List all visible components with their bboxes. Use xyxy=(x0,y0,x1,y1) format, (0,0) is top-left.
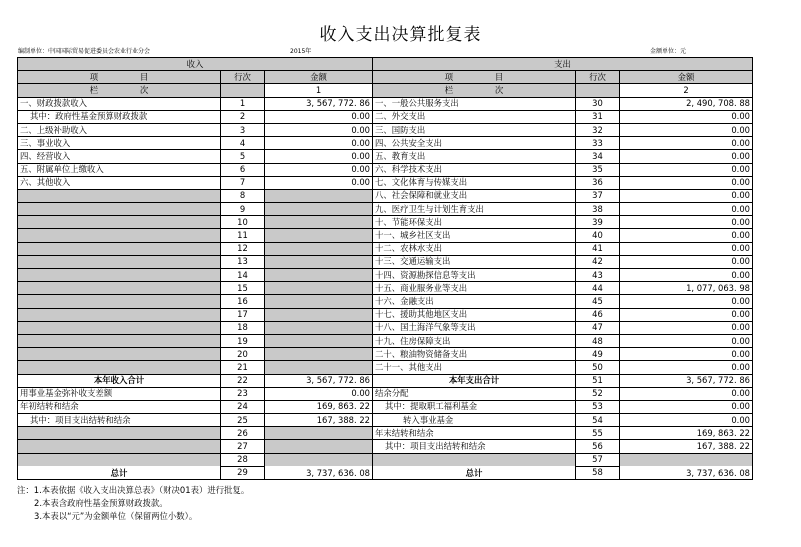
income-rowno-cell: 4 xyxy=(221,137,265,150)
expense-item-cell: 十四、资源勘探信息等支出 xyxy=(373,269,576,282)
income-rowno-cell: 29 xyxy=(221,466,265,479)
income-rowno-cell: 15 xyxy=(221,282,265,295)
expense-item-cell: 本年支出合计 xyxy=(373,374,576,387)
expense-rowno-cell: 58 xyxy=(576,466,620,479)
income-item-cell xyxy=(18,282,221,295)
expense-rowno-cell: 54 xyxy=(576,414,620,427)
income-rowno-cell: 20 xyxy=(221,348,265,361)
table-row xyxy=(18,176,753,189)
income-amount-cell: 0.00 xyxy=(265,387,373,400)
income-amount-cell: 169, 863. 22 xyxy=(265,400,373,413)
income-amount-cell xyxy=(265,321,373,334)
income-item-cell: 总计 xyxy=(18,466,221,479)
expense-rowno-cell: 53 xyxy=(576,400,620,413)
expense-amount-cell: 3, 737, 636. 08 xyxy=(620,466,753,479)
income-amount-cell xyxy=(265,282,373,295)
expense-amount-cell: 0.00 xyxy=(620,123,753,136)
expense-amount-cell: 0.00 xyxy=(620,295,753,308)
income-rowno-cell: 16 xyxy=(221,295,265,308)
income-item-cell xyxy=(18,334,221,347)
table-row xyxy=(18,295,753,308)
table-row xyxy=(18,400,753,413)
income-amount-cell xyxy=(265,308,373,321)
table-row xyxy=(18,137,753,150)
expense-rowno-cell: 41 xyxy=(576,242,620,255)
expense-amount-cell: 0.00 xyxy=(620,242,753,255)
income-rowno-cell: 13 xyxy=(221,255,265,268)
table-row xyxy=(18,427,753,440)
expense-rowno-cell: 36 xyxy=(576,176,620,189)
expense-amount-cell: 0.00 xyxy=(620,387,753,400)
expense-rowno-cell: 30 xyxy=(576,97,620,110)
income-rowno-cell: 28 xyxy=(221,453,265,466)
expense-amount-cell: 0.00 xyxy=(620,189,753,202)
income-amount-cell: 3, 737, 636. 08 xyxy=(265,466,373,479)
table-row xyxy=(18,453,753,466)
income-amount-cell xyxy=(265,242,373,255)
table-row xyxy=(18,321,753,334)
income-rowno-cell: 19 xyxy=(221,334,265,347)
column-index-row xyxy=(18,84,753,97)
income-amount-cell: 0.00 xyxy=(265,150,373,163)
section-header-row xyxy=(18,58,753,71)
income-amount-cell xyxy=(265,255,373,268)
table-row xyxy=(18,348,753,361)
income-amount-cell: 0.00 xyxy=(265,137,373,150)
expense-item-cell: 十、节能环保支出 xyxy=(373,216,576,229)
expense-rowno-cell: 37 xyxy=(576,189,620,202)
expense-rowno-cell: 45 xyxy=(576,295,620,308)
income-item-cell xyxy=(18,229,221,242)
income-item-cell xyxy=(18,321,221,334)
expense-item-cell: 四、公共安全支出 xyxy=(373,137,576,150)
income-section-header: 收入 xyxy=(18,58,373,71)
expense-amount-header: 金额 xyxy=(620,71,753,84)
expense-amount-cell: 0.00 xyxy=(620,414,753,427)
expense-amount-cell: 0.00 xyxy=(620,255,753,268)
expense-rowno-cell: 32 xyxy=(576,123,620,136)
table-row xyxy=(18,361,753,374)
expense-item-cell: 十二、农林水支出 xyxy=(373,242,576,255)
expense-rowno-header: 行次 xyxy=(576,71,620,84)
expense-rowno-cell: 43 xyxy=(576,269,620,282)
income-item-cell: 六、其他收入 xyxy=(18,176,221,189)
expense-item-cell: 三、国防支出 xyxy=(373,123,576,136)
income-rowno-cell: 24 xyxy=(221,400,265,413)
income-item-cell: 一、财政拨款收入 xyxy=(18,97,221,110)
income-amount-cell xyxy=(265,334,373,347)
income-amount-cell xyxy=(265,361,373,374)
income-item-cell: 五、附属单位上缴收入 xyxy=(18,163,221,176)
income-amount-cell: 0.00 xyxy=(265,110,373,123)
income-item-cell: 其中：项目支出结转和结余 xyxy=(18,414,221,427)
income-amount-cell xyxy=(265,269,373,282)
expense-item-cell: 七、文化体育与传媒支出 xyxy=(373,176,576,189)
expense-amount-cell: 0.00 xyxy=(620,269,753,282)
expense-amount-cell: 0.00 xyxy=(620,308,753,321)
income-item-cell: 本年收入合计 xyxy=(18,374,221,387)
report-title: 收入支出决算批复表 xyxy=(319,25,482,45)
income-amount-cell xyxy=(265,216,373,229)
org-label: 编制单位：中国国际贸易促进委员会农业行业分会 xyxy=(18,48,151,55)
expense-item-cell: 结余分配 xyxy=(373,387,576,400)
income-item-cell xyxy=(18,255,221,268)
income-item-cell xyxy=(18,216,221,229)
expense-column-label: 栏 次 xyxy=(373,84,576,97)
income-item-cell xyxy=(18,361,221,374)
expense-amount-cell: 0.00 xyxy=(620,334,753,347)
table-row xyxy=(18,414,753,427)
table-row xyxy=(18,203,753,216)
income-rowno-cell: 8 xyxy=(221,189,265,202)
expense-item-cell: 二十一、其他支出 xyxy=(373,361,576,374)
expense-item-cell: 五、教育支出 xyxy=(373,150,576,163)
income-rowno-cell: 1 xyxy=(221,97,265,110)
expense-amount-cell: 0.00 xyxy=(620,400,753,413)
note-3: 3.本表以“元”为金额单位（保留两位小数）。 xyxy=(34,511,198,521)
expense-item-cell: 十八、国土海洋气象等支出 xyxy=(373,321,576,334)
expense-item-cell: 其中：提取职工福利基金 xyxy=(373,400,576,413)
income-amount-cell: 0.00 xyxy=(265,123,373,136)
income-item-cell xyxy=(18,203,221,216)
table-row xyxy=(18,110,753,123)
table-row xyxy=(18,123,753,136)
income-item-cell xyxy=(18,348,221,361)
expense-rowno-cell: 35 xyxy=(576,163,620,176)
income-amount-cell: 0.00 xyxy=(265,176,373,189)
table-row xyxy=(18,216,753,229)
expense-item-cell: 八、社会保障和就业支出 xyxy=(373,189,576,202)
expense-item-cell: 其中：项目支出结转和结余 xyxy=(373,440,576,453)
income-rowno-cell: 27 xyxy=(221,440,265,453)
income-rowno-cell: 26 xyxy=(221,427,265,440)
expense-amount-cell: 0.00 xyxy=(620,348,753,361)
income-rowno-cell: 23 xyxy=(221,387,265,400)
expense-rowno-cell: 57 xyxy=(576,453,620,466)
expense-rowno-cell: 44 xyxy=(576,282,620,295)
income-rowno-cell: 7 xyxy=(221,176,265,189)
income-rowno-cell: 2 xyxy=(221,110,265,123)
expense-rowno-cell: 48 xyxy=(576,334,620,347)
expense-item-cell: 十五、商业服务业等支出 xyxy=(373,282,576,295)
table-row xyxy=(18,387,753,400)
income-amount-header: 金额 xyxy=(265,71,373,84)
income-rowno-header: 行次 xyxy=(221,71,265,84)
table-row xyxy=(18,189,753,202)
expense-amount-cell: 0.00 xyxy=(620,203,753,216)
expense-rowno-cell: 55 xyxy=(576,427,620,440)
table-row xyxy=(18,374,753,387)
expense-rowno-cell: 50 xyxy=(576,361,620,374)
expense-amount-cell: 2, 490, 708. 88 xyxy=(620,97,753,110)
expense-rowno-cell: 39 xyxy=(576,216,620,229)
income-item-cell: 四、经营收入 xyxy=(18,150,221,163)
expense-item-cell: 总计 xyxy=(373,466,576,479)
expense-rowno-cell: 49 xyxy=(576,348,620,361)
income-item-cell xyxy=(18,189,221,202)
expense-amount-cell: 0.00 xyxy=(620,150,753,163)
income-amount-cell xyxy=(265,203,373,216)
income-item-cell: 三、事业收入 xyxy=(18,137,221,150)
expense-item-cell: 九、医疗卫生与计划生育支出 xyxy=(373,203,576,216)
table-row xyxy=(18,163,753,176)
expense-amount-cell: 0.00 xyxy=(620,137,753,150)
income-column-number: 1 xyxy=(265,84,373,97)
expense-item-cell: 十九、住房保障支出 xyxy=(373,334,576,347)
income-rowno-cell: 11 xyxy=(221,229,265,242)
expense-item-cell: 二、外交支出 xyxy=(373,110,576,123)
expense-item-cell: 二十、粮油物资储备支出 xyxy=(373,348,576,361)
income-amount-cell xyxy=(265,189,373,202)
income-rowno-cell: 12 xyxy=(221,242,265,255)
income-item-cell: 其中：政府性基金预算财政拨款 xyxy=(18,110,221,123)
income-amount-cell xyxy=(265,295,373,308)
expense-item-cell: 年末结转和结余 xyxy=(373,427,576,440)
column-header-row xyxy=(18,71,753,84)
expense-item-cell: 转入事业基金 xyxy=(373,414,576,427)
income-rowno-cell: 10 xyxy=(221,216,265,229)
expense-amount-cell: 0.00 xyxy=(620,229,753,242)
income-amount-cell: 3, 567, 772. 86 xyxy=(265,97,373,110)
income-amount-cell: 167, 388. 22 xyxy=(265,414,373,427)
table-row xyxy=(18,440,753,453)
note-1: 注：1.本表依据《收入支出决算总表》（财决01表）进行批复。 xyxy=(17,485,250,495)
expense-amount-cell: 169, 863. 22 xyxy=(620,427,753,440)
income-amount-cell: 0.00 xyxy=(265,163,373,176)
expense-item-cell: 六、科学技术支出 xyxy=(373,163,576,176)
income-rowno-cell: 22 xyxy=(221,374,265,387)
expense-rowno-cell: 40 xyxy=(576,229,620,242)
income-amount-cell xyxy=(265,427,373,440)
expense-column-blank xyxy=(576,84,620,97)
approval-table xyxy=(17,57,753,480)
income-item-cell xyxy=(18,440,221,453)
table-row xyxy=(18,150,753,163)
expense-column-number: 2 xyxy=(620,84,753,97)
income-item-cell xyxy=(18,269,221,282)
income-column-blank xyxy=(221,84,265,97)
expense-amount-cell xyxy=(620,453,753,466)
expense-amount-cell: 0.00 xyxy=(620,361,753,374)
income-item-cell xyxy=(18,242,221,255)
expense-amount-cell: 0.00 xyxy=(620,163,753,176)
income-amount-cell xyxy=(265,348,373,361)
expense-amount-cell: 1, 077, 063. 98 xyxy=(620,282,753,295)
expense-amount-cell: 0.00 xyxy=(620,216,753,229)
table-row xyxy=(18,229,753,242)
income-amount-cell xyxy=(265,453,373,466)
income-rowno-cell: 17 xyxy=(221,308,265,321)
income-item-cell: 年初结转和结余 xyxy=(18,400,221,413)
expense-amount-cell: 0.00 xyxy=(620,110,753,123)
expense-item-cell: 十七、援助其他地区支出 xyxy=(373,308,576,321)
expense-rowno-cell: 42 xyxy=(576,255,620,268)
expense-item-header: 项 目 xyxy=(373,71,576,84)
expense-rowno-cell: 46 xyxy=(576,308,620,321)
note-2: 2.本表含政府性基金预算财政拨款。 xyxy=(34,498,168,508)
expense-item-cell: 十一、城乡社区支出 xyxy=(373,229,576,242)
income-rowno-cell: 9 xyxy=(221,203,265,216)
expense-rowno-cell: 31 xyxy=(576,110,620,123)
table-row xyxy=(18,308,753,321)
table-row xyxy=(18,255,753,268)
expense-rowno-cell: 47 xyxy=(576,321,620,334)
income-rowno-cell: 21 xyxy=(221,361,265,374)
income-item-cell xyxy=(18,295,221,308)
income-item-cell xyxy=(18,308,221,321)
table-row xyxy=(18,269,753,282)
expense-item-cell xyxy=(373,453,576,466)
expense-rowno-cell: 33 xyxy=(576,137,620,150)
income-rowno-cell: 5 xyxy=(221,150,265,163)
expense-item-cell: 十三、交通运输支出 xyxy=(373,255,576,268)
income-item-cell: 用事业基金弥补收支差额 xyxy=(18,387,221,400)
unit-label: 金额单位：元 xyxy=(650,48,687,55)
expense-amount-cell: 3, 567, 772. 86 xyxy=(620,374,753,387)
expense-rowno-cell: 52 xyxy=(576,387,620,400)
expense-amount-cell: 0.00 xyxy=(620,321,753,334)
income-item-cell xyxy=(18,427,221,440)
expense-amount-cell: 167, 388. 22 xyxy=(620,440,753,453)
expense-rowno-cell: 56 xyxy=(576,440,620,453)
income-rowno-cell: 6 xyxy=(221,163,265,176)
expense-item-cell: 十六、金融支出 xyxy=(373,295,576,308)
income-rowno-cell: 18 xyxy=(221,321,265,334)
expense-item-cell: 一、一般公共服务支出 xyxy=(373,97,576,110)
table-row xyxy=(18,282,753,295)
income-amount-cell xyxy=(265,440,373,453)
table-row xyxy=(18,334,753,347)
expense-rowno-cell: 51 xyxy=(576,374,620,387)
table-row xyxy=(18,242,753,255)
income-item-cell xyxy=(18,453,221,466)
income-rowno-cell: 14 xyxy=(221,269,265,282)
income-item-header: 项 目 xyxy=(18,71,221,84)
income-amount-cell xyxy=(265,229,373,242)
expense-rowno-cell: 38 xyxy=(576,203,620,216)
income-rowno-cell: 3 xyxy=(221,123,265,136)
table-row xyxy=(18,97,753,110)
table-row xyxy=(18,466,753,479)
expense-rowno-cell: 34 xyxy=(576,150,620,163)
expense-section-header: 支出 xyxy=(373,58,753,71)
year-label: 2015年 xyxy=(290,48,312,55)
expense-amount-cell: 0.00 xyxy=(620,176,753,189)
income-amount-cell: 3, 567, 772. 86 xyxy=(265,374,373,387)
income-column-label: 栏 次 xyxy=(18,84,221,97)
income-item-cell: 二、上级补助收入 xyxy=(18,123,221,136)
income-rowno-cell: 25 xyxy=(221,414,265,427)
notes xyxy=(17,484,249,523)
